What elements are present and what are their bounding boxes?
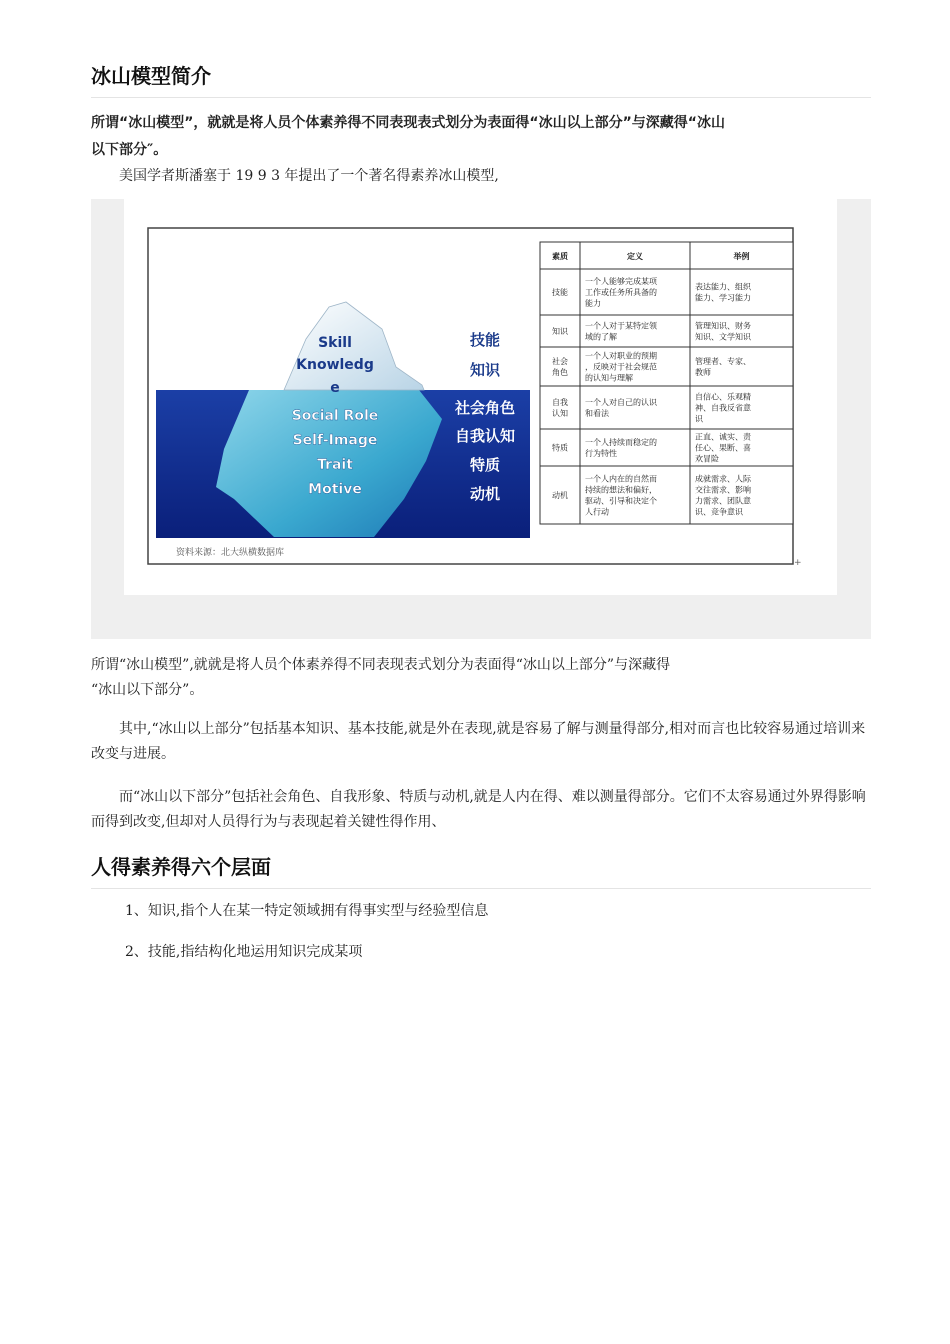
figure-cn-label: 知识 <box>469 361 501 379</box>
iceberg-above-label: Skill <box>318 335 352 351</box>
paragraph-2: 其中,“冰山以上部分”包括基本知识、基本技能,就是外在表现,就是容易了解与测量得部分,相对而言也比较容易通过培训来改变与进展。 <box>91 721 866 762</box>
table-cell-example: 正直、诚实、责 <box>695 432 751 442</box>
table-cell-example: 力需求、团队意 <box>695 496 751 506</box>
figure-cn-label: 动机 <box>469 485 501 503</box>
table-cell-quality: 自我 <box>552 398 568 407</box>
table-cell-example: 欢冒险 <box>695 454 719 464</box>
section-title-six-levels: 人得素养得六个层面 <box>91 851 871 889</box>
table-cell-definition: 一个人对职业的预期 <box>585 351 657 361</box>
table-cell-example: 管理知识、财务 <box>695 321 751 331</box>
table-header-cell: 定义 <box>627 252 643 261</box>
table-cell-definition: 一个人对自己的认识 <box>585 398 657 407</box>
figure-cn-label: 特质 <box>469 456 501 474</box>
paragraph-3: 而“冰山以下部分”包括社会角色、自我形象、特质与动机,就是人内在得、难以测量得部分。它们不太容易通过外界得影响而得到改变,但却对人员得行为与表现起着关键性得作用、 <box>91 789 866 830</box>
definition-table <box>540 242 793 524</box>
paragraph-1 <box>91 653 871 703</box>
figure-canvas <box>124 199 837 595</box>
table-cell-quality: 特质 <box>552 443 568 453</box>
table-cell-example: 交往需求、影响 <box>695 485 751 495</box>
list-item-knowledge: 1、知识,指个人在某一特定领域拥有得事实型与经验型信息 <box>125 903 489 919</box>
iceberg-below-label: Social Role <box>291 408 379 424</box>
table-cell-example: 知识、文学知识 <box>695 332 751 342</box>
table-cell-definition: 驱动、引导和决定个 <box>585 496 657 506</box>
table-cell-definition: 一个人持续而稳定的 <box>585 438 657 447</box>
table-cell-quality: 知识 <box>552 327 568 336</box>
table-header-cell: 素质 <box>552 252 568 261</box>
table-cell-example: 表达能力、组织 <box>695 282 751 292</box>
paragraph-1-line-1: 所谓“冰山模型”,就就是将人员个体素养得不同表现表式划分为表面得“冰山以上部分”与深藏得 <box>91 657 671 673</box>
iceberg-model-figure <box>124 199 837 595</box>
table-cell-definition: 的认知与理解 <box>585 373 633 383</box>
table-cell-example: 管理者、专家、 <box>695 357 751 366</box>
figure-source: 资料来源：北大纵横数据库 <box>176 548 285 558</box>
iceberg-below-label: Motive <box>308 481 362 498</box>
table-cell-example: 自信心、乐观精 <box>695 392 751 402</box>
paragraph-1-line-2: “冰山以下部分”。 <box>91 682 204 698</box>
table-cell-quality: 认知 <box>552 409 568 418</box>
iceberg-above-label: Knowledg <box>296 357 374 373</box>
table-cell-quality: 角色 <box>552 368 568 377</box>
figure-cn-label: 社会角色 <box>454 399 516 417</box>
table-cell-example: 识、竞争意识 <box>695 507 743 517</box>
lead-line-1: 所谓“冰山模型”，就就是将人员个体素养得不同表现表式划分为表面得“冰山以上部分”与深藏得“冰山 <box>91 115 726 131</box>
intro-paragraph: 美国学者斯潘塞于 19 9 3 年提出了一个著名得素养冰山模型, <box>119 168 499 184</box>
table-cell-definition: 能力 <box>585 299 601 308</box>
table-cell-quality: 动机 <box>552 491 568 500</box>
table-cell-definition: 和看法 <box>585 409 609 418</box>
document-page <box>91 60 871 965</box>
list-item-skill: 2、技能,指结构化地运用知识完成某项 <box>125 944 363 960</box>
table-cell-definition: 行为特性 <box>585 449 617 458</box>
table-cell-definition: 一个人对于某特定领 <box>585 321 657 331</box>
table-cell-definition: ，反映对于社会规范 <box>585 362 657 372</box>
table-cell-example: 能力、学习能力 <box>695 293 751 303</box>
table-cell-definition: 一个人内在的自然而 <box>585 474 657 484</box>
table-cell-example: 教师 <box>695 368 711 377</box>
section-title-iceberg-intro: 冰山模型简介 <box>91 60 871 98</box>
iceberg-below-label: Self-Image <box>292 432 378 449</box>
resize-mark: + <box>794 558 802 568</box>
lead-paragraph <box>91 110 871 164</box>
table-cell-definition: 工作或任务所具备的 <box>585 288 657 297</box>
figure-container <box>91 199 871 639</box>
table-cell-quality: 社会 <box>552 357 568 366</box>
table-cell-example: 神、自我反省意 <box>695 403 751 413</box>
figure-cn-label: 自我认知 <box>454 427 516 445</box>
table-cell-quality: 技能 <box>552 288 568 297</box>
table-header-cell: 举例 <box>733 252 750 261</box>
iceberg-below-label: Trait <box>317 457 353 473</box>
table-cell-definition: 一个人能够完成某项 <box>585 277 657 286</box>
table-cell-definition: 域的了解 <box>585 332 617 342</box>
table-cell-definition: 持续的想法和偏好， <box>585 485 657 495</box>
table-cell-definition: 人行动 <box>585 507 609 517</box>
lead-line-2: 以下部分″。 <box>91 142 168 158</box>
table-cell-example: 成就需求、人际 <box>695 474 751 484</box>
iceberg-above-label: e <box>330 380 340 396</box>
figure-cn-label: 技能 <box>469 331 501 349</box>
table-cell-example: 任心、果断、喜 <box>695 443 751 453</box>
table-cell-example: 识 <box>695 414 703 424</box>
